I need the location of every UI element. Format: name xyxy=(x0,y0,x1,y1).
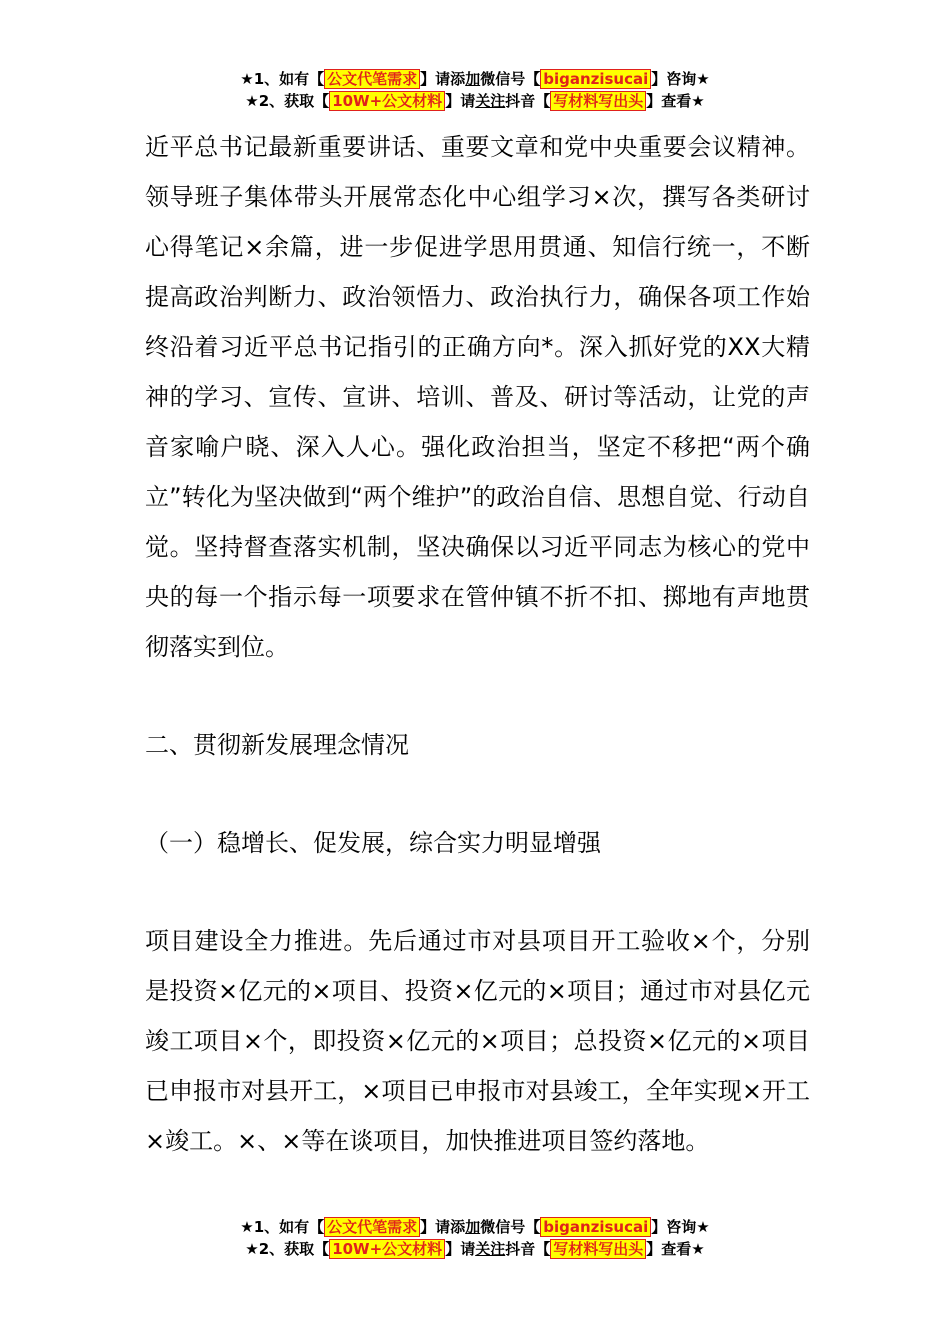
promo-banner-top xyxy=(0,68,950,112)
promo-text: 】咨询★ xyxy=(651,1218,710,1236)
promo-text: 】查看★ xyxy=(646,1240,705,1258)
promo-line-1 xyxy=(0,68,950,90)
promo-text: ★2、获取【 xyxy=(245,1240,330,1258)
promo-highlight: biganzisucai xyxy=(540,1217,651,1237)
promo-text: ★1、如有【 xyxy=(240,1218,325,1236)
promo-text: 】查看★ xyxy=(646,92,705,110)
subsection-heading: （一）稳增长、促发展，综合实力明显增强 xyxy=(145,829,601,857)
promo-highlight: biganzisucai xyxy=(540,69,651,89)
promo-text: 抖音【 xyxy=(505,92,551,110)
body-paragraph-1: 近平总书记最新重要讲话、重要文章和党中央重要会议精神。领导班子集体带头开展常态化中心组学习×次，撰写各类研讨心得笔记×余篇，进一步促进学思用贯通、知信行统一，不断提高政治判断力、政治领悟力、政治执行力，确保各项工作始终沿着习近平总书记指引的正确方向*。深入抓好党的XX大精神的学习、宣传、宣讲、培训、普及、研讨等活动，让党的声音家喻户晓、深入人心。强化政治担当，坚定不移把“两个确立”转化为坚决做到“两个维护”的政治自信、思想自觉、行动自觉。坚持督查落实机制，坚决确保以习近平同志为核心的党中央的每一个指示每一项要求在管仲镇不折不扣、掷地有声地贯彻落实到位。 xyxy=(145,133,810,661)
promo-banner-bottom xyxy=(0,1216,950,1260)
promo-text: 微信号【 xyxy=(480,70,541,88)
promo-highlight: 10W+公文材料 xyxy=(329,91,445,111)
promo-line-2 xyxy=(0,1238,950,1260)
promo-text: ★2、获取【 xyxy=(245,92,330,110)
promo-highlight: 写材料写出头 xyxy=(550,91,646,111)
promo-underlined: 关注 xyxy=(475,92,506,110)
paragraph-gap xyxy=(145,770,810,818)
promo-underlined: 关注 xyxy=(475,1240,506,1258)
paragraph-gap xyxy=(145,672,810,720)
promo-text: 抖音【 xyxy=(505,1240,551,1258)
promo-text: 】请 xyxy=(445,1240,476,1258)
promo-underlined: 加 xyxy=(465,70,481,88)
section-heading: 二、贯彻新发展理念情况 xyxy=(145,731,409,759)
promo-highlight: 10W+公文材料 xyxy=(329,1239,445,1259)
paragraph-gap xyxy=(145,868,810,916)
document-body xyxy=(145,122,810,1166)
promo-text: 微信号【 xyxy=(480,1218,541,1236)
promo-text: 】请添 xyxy=(420,70,466,88)
promo-highlight: 公文代笔需求 xyxy=(324,69,420,89)
promo-text: ★1、如有【 xyxy=(240,70,325,88)
promo-highlight: 写材料写出头 xyxy=(550,1239,646,1259)
promo-underlined: 加 xyxy=(465,1218,481,1236)
promo-line-2 xyxy=(0,90,950,112)
body-paragraph-2: 项目建设全力推进。先后通过市对县项目开工验收×个，分别是投资×亿元的×项目、投资×亿元的×项目；通过市对县亿元竣工项目×个，即投资×亿元的×项目；总投资×亿元的×项目已申报市对县开工，×项目已申报市对县竣工，全年实现×开工×竣工。×、×等在谈项目，加快推进项目签约落地。 xyxy=(145,927,810,1155)
promo-highlight: 公文代笔需求 xyxy=(324,1217,420,1237)
promo-text: 】咨询★ xyxy=(651,70,710,88)
promo-text: 】请添 xyxy=(420,1218,466,1236)
promo-text: 】请 xyxy=(445,92,476,110)
promo-line-1 xyxy=(0,1216,950,1238)
